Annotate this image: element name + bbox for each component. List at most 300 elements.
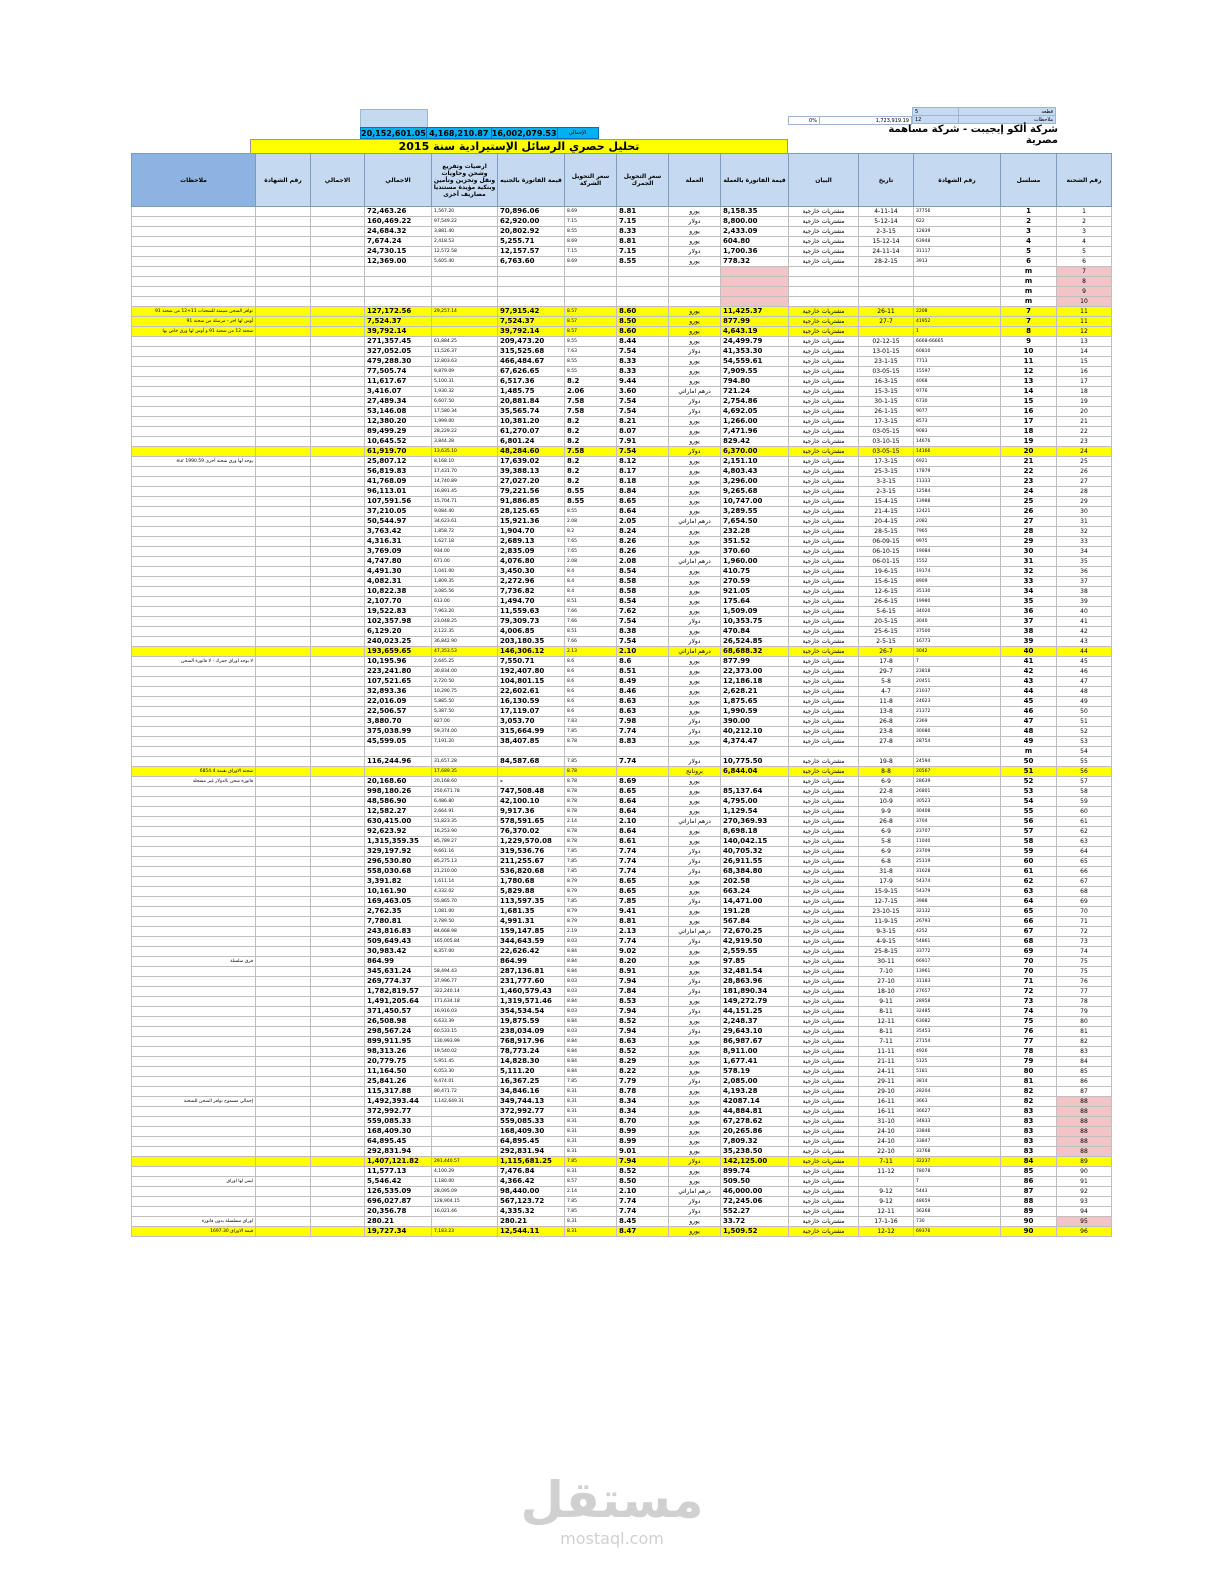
table-row bbox=[132, 397, 1112, 407]
table-cell: 9 bbox=[1057, 287, 1112, 297]
table-cell: 8.78 bbox=[565, 767, 617, 777]
table-cell: 12-11 bbox=[859, 1017, 914, 1027]
table-cell: 76 bbox=[1001, 1027, 1057, 1037]
table-cell: 20,356.78 bbox=[365, 1207, 432, 1217]
table-cell: 8.64 bbox=[617, 807, 669, 817]
table-cell: 8.50 bbox=[617, 1177, 669, 1187]
table-cell: 5 bbox=[1057, 247, 1112, 257]
table-cell bbox=[256, 807, 311, 817]
table-cell: 8.31 bbox=[565, 1227, 617, 1237]
table-cell: 509.50 bbox=[721, 1177, 789, 1187]
table-cell bbox=[132, 857, 256, 867]
table-cell: دولار bbox=[669, 727, 721, 737]
table-cell bbox=[256, 887, 311, 897]
table-cell: 8.63 bbox=[617, 1037, 669, 1047]
table-cell: 71 bbox=[1001, 977, 1057, 987]
table-cell bbox=[311, 707, 365, 717]
table-cell bbox=[132, 987, 256, 997]
table-cell: 7.74 bbox=[617, 1197, 669, 1207]
table-cell bbox=[311, 277, 365, 287]
table-cell: 15597 bbox=[914, 367, 1001, 377]
table-cell: دولار bbox=[669, 867, 721, 877]
table-cell bbox=[256, 217, 311, 227]
table-cell: 54374 bbox=[914, 877, 1001, 887]
table-cell: يورو bbox=[669, 1087, 721, 1097]
table-cell bbox=[256, 277, 311, 287]
table-cell: 26 bbox=[1001, 507, 1057, 517]
table-cell bbox=[311, 537, 365, 547]
table-cell: مشتريات خارجية bbox=[789, 677, 859, 687]
table-cell: يورو bbox=[669, 657, 721, 667]
table-cell: 8 bbox=[1001, 327, 1057, 337]
table-row bbox=[132, 507, 1112, 517]
table-cell: 75 bbox=[1057, 967, 1112, 977]
table-cell: مشتريات خارجية bbox=[789, 1147, 859, 1157]
table-cell: 7.85 bbox=[565, 867, 617, 877]
table-cell: 28958 bbox=[914, 997, 1001, 1007]
table-cell: 26-1-15 bbox=[859, 407, 914, 417]
table-cell bbox=[132, 1077, 256, 1087]
table-cell: 5,546.42 bbox=[365, 1177, 432, 1187]
table-cell: يورو bbox=[669, 487, 721, 497]
table-cell: 1,491,205.64 bbox=[365, 997, 432, 1007]
table-cell: 8.03 bbox=[565, 937, 617, 947]
table-cell: مشتريات خارجية bbox=[789, 327, 859, 337]
table-cell: مشتريات خارجية bbox=[789, 607, 859, 617]
table-cell: 11,526.37 bbox=[432, 347, 498, 357]
table-cell: 78 bbox=[1057, 997, 1112, 1007]
table-cell: 6,486.80 bbox=[432, 797, 498, 807]
table-cell bbox=[311, 807, 365, 817]
table-cell bbox=[311, 1027, 365, 1037]
table-cell bbox=[311, 547, 365, 557]
table-cell: 7.58 bbox=[565, 407, 617, 417]
table-cell: 24,499.79 bbox=[721, 337, 789, 347]
table-cell: شحنة الاوراق بقيمة 6854.4 bbox=[132, 767, 256, 777]
table-cell bbox=[256, 467, 311, 477]
table-cell bbox=[132, 667, 256, 677]
table-cell: 17-3-15 bbox=[859, 457, 914, 467]
table-cell: يورو bbox=[669, 1127, 721, 1137]
table-cell: يورو bbox=[669, 377, 721, 387]
table-cell: 22-10 bbox=[859, 1147, 914, 1157]
table-row bbox=[132, 737, 1112, 747]
table-cell bbox=[311, 677, 365, 687]
table-cell bbox=[565, 747, 617, 757]
table-cell bbox=[132, 537, 256, 547]
table-cell: 8.84 bbox=[617, 487, 669, 497]
table-cell: 30 bbox=[1057, 507, 1112, 517]
table-cell: 42 bbox=[1057, 627, 1112, 637]
table-cell: مشتريات خارجية bbox=[789, 997, 859, 1007]
table-cell: 7.66 bbox=[565, 617, 617, 627]
table-cell: 1,494.70 bbox=[498, 597, 565, 607]
table-cell: مشتريات خارجية bbox=[789, 247, 859, 257]
table-cell bbox=[311, 1137, 365, 1147]
table-cell bbox=[256, 317, 311, 327]
table-cell: 73 bbox=[1057, 937, 1112, 947]
table-cell: مشتريات خارجية bbox=[789, 737, 859, 747]
table-row bbox=[132, 1147, 1112, 1157]
table-cell: يورو bbox=[669, 357, 721, 367]
table-cell bbox=[914, 287, 1001, 297]
table-cell: 23-1-15 bbox=[859, 357, 914, 367]
table-cell bbox=[617, 747, 669, 757]
table-cell: 7.94 bbox=[617, 1157, 669, 1167]
table-cell: دولار bbox=[669, 987, 721, 997]
table-cell: 8.51 bbox=[617, 667, 669, 677]
table-cell: 7.65 bbox=[565, 537, 617, 547]
table-cell: 5181 bbox=[914, 1067, 1001, 1077]
table-cell: 1,180.00 bbox=[432, 1177, 498, 1187]
table-cell bbox=[721, 277, 789, 287]
table-cell: 349,744.13 bbox=[498, 1097, 565, 1107]
table-cell: 899.74 bbox=[721, 1167, 789, 1177]
table-cell: 2-3-15 bbox=[859, 487, 914, 497]
table-row bbox=[132, 257, 1112, 267]
table-cell bbox=[256, 767, 311, 777]
table-row bbox=[132, 587, 1112, 597]
table-cell: 3042 bbox=[914, 647, 1001, 657]
table-cell: 61 bbox=[1057, 817, 1112, 827]
table-cell bbox=[132, 1167, 256, 1177]
table-cell: 7.74 bbox=[617, 867, 669, 877]
table-cell bbox=[859, 327, 914, 337]
table-cell: 1,142,649.31 bbox=[432, 1097, 498, 1107]
table-cell: دولار bbox=[669, 1077, 721, 1087]
table-cell: 877.99 bbox=[721, 317, 789, 327]
table-row bbox=[132, 1037, 1112, 1047]
table-cell: 13-01-15 bbox=[859, 347, 914, 357]
table-cell: 24-11-14 bbox=[859, 247, 914, 257]
table-cell: 26 bbox=[1057, 467, 1112, 477]
table-cell bbox=[311, 687, 365, 697]
table-cell: 4252 bbox=[914, 927, 1001, 937]
table-cell: دولار bbox=[669, 977, 721, 987]
table-cell: 7.98 bbox=[617, 717, 669, 727]
table-cell: 3,296.00 bbox=[721, 477, 789, 487]
table-cell: 130,993.99 bbox=[432, 1037, 498, 1047]
table-cell bbox=[256, 287, 311, 297]
table-cell: 7.74 bbox=[617, 937, 669, 947]
table-cell: 8.03 bbox=[565, 1027, 617, 1037]
table-cell bbox=[256, 247, 311, 257]
table-cell: 23 bbox=[1057, 437, 1112, 447]
table-cell bbox=[256, 877, 311, 887]
table-cell: 8.6 bbox=[565, 667, 617, 677]
table-cell: 7.85 bbox=[565, 1197, 617, 1207]
table-cell bbox=[256, 577, 311, 587]
table-cell: 75 bbox=[1001, 1017, 1057, 1027]
table-cell: 8.38 bbox=[617, 627, 669, 637]
table-cell: 298,567.24 bbox=[365, 1027, 432, 1037]
table-cell: 3,763.42 bbox=[365, 527, 432, 537]
table-cell: 2,762.35 bbox=[365, 907, 432, 917]
table-cell: 39,388.13 bbox=[498, 467, 565, 477]
table-cell: 30-1-15 bbox=[859, 397, 914, 407]
table-cell: مشتريات خارجية bbox=[789, 637, 859, 647]
table-cell bbox=[498, 267, 565, 277]
table-cell: 8.78 bbox=[565, 807, 617, 817]
table-row bbox=[132, 597, 1112, 607]
table-cell: 7.54 bbox=[617, 637, 669, 647]
table-cell: 45 bbox=[1057, 657, 1112, 667]
table-cell: 70,896.06 bbox=[498, 207, 565, 217]
table-cell: 7.84 bbox=[617, 987, 669, 997]
table-cell bbox=[669, 297, 721, 307]
table-cell bbox=[132, 737, 256, 747]
table-row bbox=[132, 427, 1112, 437]
table-cell: 8.31 bbox=[565, 1137, 617, 1147]
table-cell: 54,559.61 bbox=[721, 357, 789, 367]
table-cell bbox=[311, 847, 365, 857]
table-cell: فاتورة شحن بالدولار غير مسجلة bbox=[132, 777, 256, 787]
table-cell: 327,052.05 bbox=[365, 347, 432, 357]
table-cell: 26-8 bbox=[859, 817, 914, 827]
table-cell bbox=[256, 827, 311, 837]
table-cell: يورو bbox=[669, 887, 721, 897]
table-cell: 18 bbox=[1057, 387, 1112, 397]
table-cell bbox=[256, 1217, 311, 1227]
table-cell: 84,587.68 bbox=[498, 757, 565, 767]
table-cell: 42,919.50 bbox=[721, 937, 789, 947]
table-cell bbox=[311, 457, 365, 467]
table-cell: 33847 bbox=[914, 1137, 1001, 1147]
table-cell: 49 bbox=[1057, 697, 1112, 707]
table-cell bbox=[256, 897, 311, 907]
table-cell bbox=[311, 307, 365, 317]
table-cell: 28,125.65 bbox=[498, 507, 565, 517]
table-cell: 5,111.20 bbox=[498, 1067, 565, 1077]
table-cell bbox=[311, 517, 365, 527]
table-cell: 21,210.00 bbox=[432, 867, 498, 877]
table-cell: 29 bbox=[1001, 537, 1057, 547]
info-label: قطعه bbox=[958, 108, 1055, 116]
table-cell: 7-11 bbox=[859, 1037, 914, 1047]
table-cell: 7.66 bbox=[565, 607, 617, 617]
table-cell: 43 bbox=[1057, 637, 1112, 647]
table-cell: 3,416.07 bbox=[365, 387, 432, 397]
table-cell bbox=[256, 1147, 311, 1157]
table-cell bbox=[311, 557, 365, 567]
table-cell: 37,210.05 bbox=[365, 507, 432, 517]
table-row bbox=[132, 487, 1112, 497]
table-cell bbox=[132, 887, 256, 897]
table-cell bbox=[132, 647, 256, 657]
table-cell: 2-3-15 bbox=[859, 227, 914, 237]
table-cell: 1,875.65 bbox=[721, 697, 789, 707]
table-cell bbox=[311, 217, 365, 227]
table-row bbox=[132, 277, 1112, 287]
table-cell: 8.65 bbox=[617, 887, 669, 897]
table-row bbox=[132, 287, 1112, 297]
table-cell: درهم اماراتي bbox=[669, 557, 721, 567]
table-cell: 27,489.34 bbox=[365, 397, 432, 407]
table-cell bbox=[256, 917, 311, 927]
table-cell: 11040 bbox=[914, 837, 1001, 847]
table-cell: 31-10 bbox=[859, 1117, 914, 1127]
table-cell: 165,005.84 bbox=[432, 937, 498, 947]
table-cell bbox=[256, 557, 311, 567]
table-cell bbox=[365, 297, 432, 307]
table-cell: 20,802.92 bbox=[498, 227, 565, 237]
table-cell bbox=[365, 767, 432, 777]
table-row bbox=[132, 857, 1112, 867]
table-cell: 3663 bbox=[914, 1097, 1001, 1107]
table-row bbox=[132, 477, 1112, 487]
table-cell: مشتريات خارجية bbox=[789, 447, 859, 457]
table-cell: 77,505.74 bbox=[365, 367, 432, 377]
table-cell: 47 bbox=[1001, 717, 1057, 727]
table-cell: 2,559.55 bbox=[721, 947, 789, 957]
table-cell bbox=[132, 257, 256, 267]
table-cell: 90 bbox=[1001, 1217, 1057, 1227]
table-cell: 4,747.80 bbox=[365, 557, 432, 567]
table-cell: 66917 bbox=[914, 957, 1001, 967]
table-cell: 7.85 bbox=[617, 897, 669, 907]
table-cell bbox=[132, 927, 256, 937]
table-row bbox=[132, 227, 1112, 237]
table-cell bbox=[132, 817, 256, 827]
table-cell: 70 bbox=[1001, 967, 1057, 977]
table-cell: 81 bbox=[1001, 1077, 1057, 1087]
table-row bbox=[132, 717, 1112, 727]
table-cell: 8.33 bbox=[617, 357, 669, 367]
table-cell: يورو bbox=[669, 1227, 721, 1237]
table-cell bbox=[311, 567, 365, 577]
table-cell: 315,525.68 bbox=[498, 347, 565, 357]
table-cell: 7.15 bbox=[565, 247, 617, 257]
table-cell bbox=[256, 1157, 311, 1167]
table-cell: 11-11 bbox=[859, 1047, 914, 1057]
table-cell: مشتريات خارجية bbox=[789, 207, 859, 217]
table-cell: 567.84 bbox=[721, 917, 789, 927]
table-cell: 7.66 bbox=[565, 637, 617, 647]
table-cell: 1,492,393.44 bbox=[365, 1097, 432, 1107]
table-cell bbox=[132, 907, 256, 917]
table-cell: 63082 bbox=[914, 1017, 1001, 1027]
table-cell bbox=[256, 997, 311, 1007]
table-cell bbox=[311, 427, 365, 437]
table-body bbox=[132, 207, 1112, 1237]
table-cell: مشتريات خارجية bbox=[789, 927, 859, 937]
table-cell: 4,335.32 bbox=[498, 1207, 565, 1217]
table-cell: مشتريات خارجية bbox=[789, 817, 859, 827]
top-info-table bbox=[912, 107, 1056, 124]
table-cell: 9.01 bbox=[617, 1147, 669, 1157]
table-cell bbox=[256, 707, 311, 717]
table-cell bbox=[311, 777, 365, 787]
table-cell: 296,530.80 bbox=[365, 857, 432, 867]
table-cell: 97.85 bbox=[721, 957, 789, 967]
table-cell: يورو bbox=[669, 337, 721, 347]
table-cell: 4 bbox=[1057, 237, 1112, 247]
table-cell: 5,387.50 bbox=[432, 707, 498, 717]
table-cell: 1,611.14 bbox=[432, 877, 498, 887]
table-cell: 32 bbox=[1057, 527, 1112, 537]
table-cell bbox=[256, 327, 311, 337]
table-cell: 8.91 bbox=[617, 967, 669, 977]
table-cell: مشتريات خارجية bbox=[789, 957, 859, 967]
table-row bbox=[132, 667, 1112, 677]
table-cell: 41,768.09 bbox=[365, 477, 432, 487]
table-cell: مشتريات خارجية bbox=[789, 787, 859, 797]
table-cell: 59,374.00 bbox=[432, 727, 498, 737]
table-cell: 27,027.20 bbox=[498, 477, 565, 487]
table-cell: 8.63 bbox=[617, 707, 669, 717]
table-cell bbox=[256, 387, 311, 397]
table-cell: 8.84 bbox=[565, 1067, 617, 1077]
table-cell: 8.79 bbox=[565, 917, 617, 927]
table-cell: 2,085.00 bbox=[721, 1077, 789, 1087]
table-cell: 7,524.37 bbox=[498, 317, 565, 327]
table-cell bbox=[256, 487, 311, 497]
table-cell bbox=[256, 407, 311, 417]
table-cell bbox=[311, 697, 365, 707]
table-cell: 269,774.37 bbox=[365, 977, 432, 987]
table-cell: 20567 bbox=[914, 767, 1001, 777]
table-cell: دولار bbox=[669, 617, 721, 627]
table-cell: 36 bbox=[1001, 607, 1057, 617]
table-cell: 88 bbox=[1057, 1097, 1112, 1107]
table-cell: 23707 bbox=[914, 827, 1001, 837]
table-cell: 27-10 bbox=[859, 977, 914, 987]
table-cell: 6,517.36 bbox=[498, 377, 565, 387]
table-row bbox=[132, 1067, 1112, 1077]
table-cell: مشتريات خارجية bbox=[789, 627, 859, 637]
table-cell bbox=[132, 897, 256, 907]
table-cell: 1,041.00 bbox=[432, 567, 498, 577]
table-cell bbox=[311, 897, 365, 907]
table-cell: 8.55 bbox=[565, 367, 617, 377]
column-header: رقم الشحنة bbox=[1057, 154, 1112, 207]
table-cell: 83 bbox=[1001, 1147, 1057, 1157]
table-cell: يورو bbox=[669, 307, 721, 317]
table-cell: 1,229,570.08 bbox=[498, 837, 565, 847]
table-cell: مشتريات خارجية bbox=[789, 1137, 859, 1147]
table-cell: 16,130.59 bbox=[498, 697, 565, 707]
table-cell: 53,146.08 bbox=[365, 407, 432, 417]
table-cell: مشتريات خارجية bbox=[789, 987, 859, 997]
table-cell: 4,006.85 bbox=[498, 627, 565, 637]
table-cell: 3-3-15 bbox=[859, 477, 914, 487]
table-row bbox=[132, 217, 1112, 227]
table-cell: يوجد لها ورق شحنة أخرى 1990.59 eur bbox=[132, 457, 256, 467]
table-cell bbox=[311, 397, 365, 407]
table-cell: 1,999.00 bbox=[432, 417, 498, 427]
table-cell: 4,692.05 bbox=[721, 407, 789, 417]
table-cell: 191.28 bbox=[721, 907, 789, 917]
table-cell: 8.55 bbox=[565, 227, 617, 237]
table-cell bbox=[132, 597, 256, 607]
column-header: رقم الشهادة bbox=[914, 154, 1001, 207]
table-cell: مشتريات خارجية bbox=[789, 257, 859, 267]
table-cell bbox=[311, 717, 365, 727]
table-cell: 7.54 bbox=[617, 347, 669, 357]
table-cell bbox=[256, 1037, 311, 1047]
table-cell: 2.06 bbox=[565, 387, 617, 397]
column-header: سعر التحويل الشركة bbox=[565, 154, 617, 207]
table-cell: 60810 bbox=[914, 347, 1001, 357]
table-cell bbox=[311, 1207, 365, 1217]
table-cell: 4,374.47 bbox=[721, 737, 789, 747]
table-row bbox=[132, 657, 1112, 667]
table-cell bbox=[311, 1217, 365, 1227]
table-cell bbox=[256, 567, 311, 577]
table-cell: 7.94 bbox=[617, 1007, 669, 1017]
table-cell: 19-6-15 bbox=[859, 567, 914, 577]
table-cell: 3704 bbox=[914, 817, 1001, 827]
